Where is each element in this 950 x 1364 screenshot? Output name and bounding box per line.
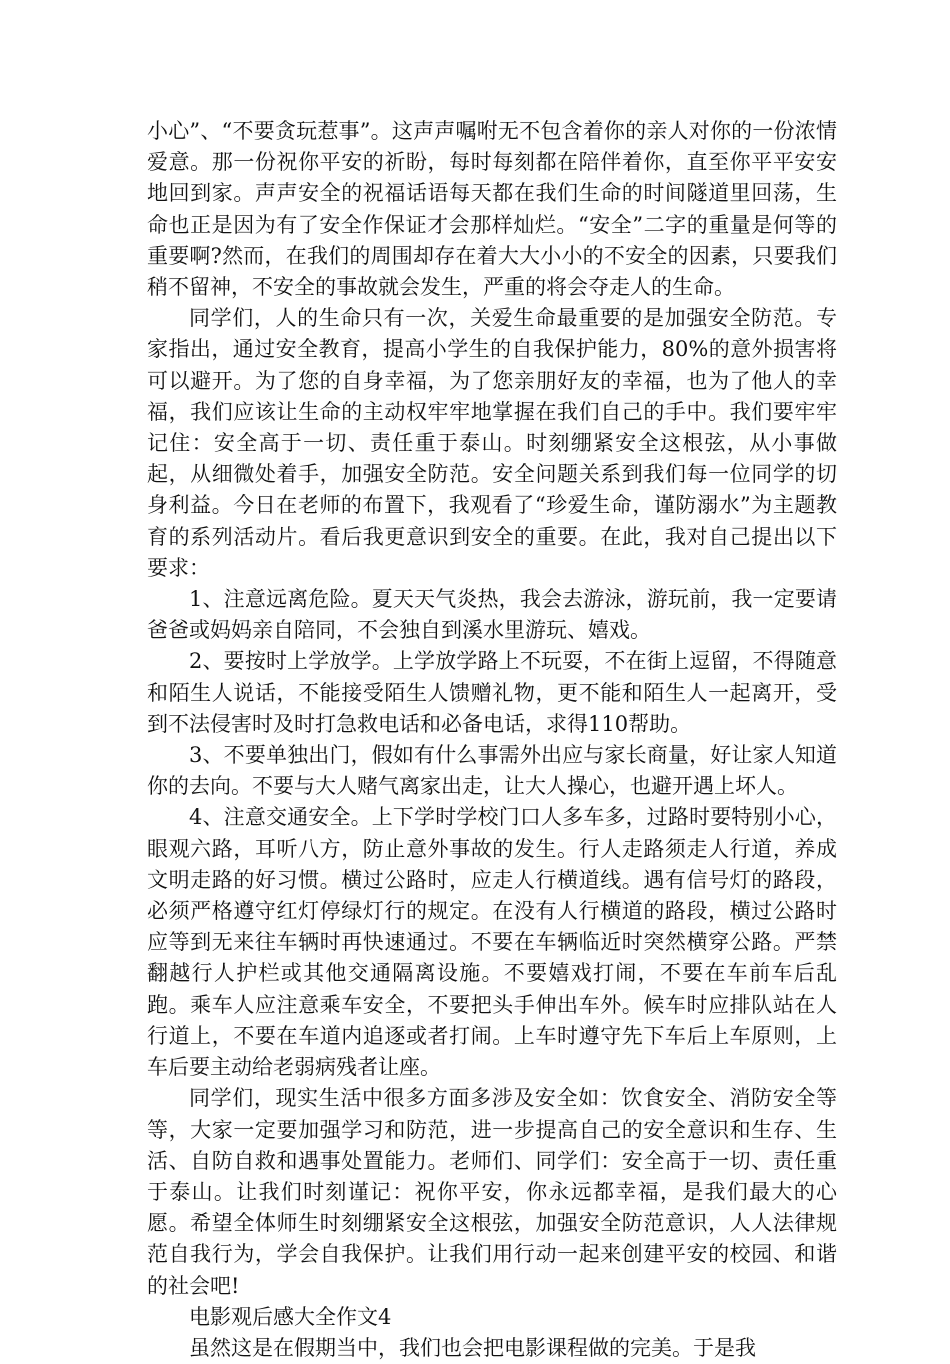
paragraph-rule-3: 3、不要单独出门，假如有什么事需外出应与家长商量，好让家人知道你的去向。不要与大人赌气离家出走，让大人操心，也避开遇上坏人。 bbox=[147, 743, 837, 799]
paragraph-classmates-protection: 同学们，人的生命只有一次，关爱生命最重要的是加强安全防范。专家指出，通过安全教育，提高小学生的自我保护能力，80%的意外损害将可以避开。为了您的自身幸福，为了您亲朋好友的幸福，也为了他人的幸福，我们应该让生命的主动权牢牢地掌握在我们自己的手中。我们要牢牢记住：安全高于一切、责任重于泰山。时刻绷紧安全这根弦，从小事做起，从细微处着手，加强安全防范。安全问题关系到我们每一位同学的切身利益。今日在老师的布置下，我观看了“珍爱生命，谨防溺水”为主题教育的系列活动片。看后我更意识到安全的重要。在此，我对自己提出以下要求： bbox=[147, 306, 837, 580]
paragraph-rule-1: 1、注意远离危险。夏天天气炎热，我会去游泳，游玩前，我一定要请爸爸或妈妈亲自陪同，不会独自到溪水里游玩、嬉戏。 bbox=[147, 587, 837, 643]
section-heading: 电影观后感大全作文4 bbox=[189, 1304, 392, 1329]
paragraph-rule-2: 2、要按时上学放学。上学放学路上不玩耍，不在街上逗留，不得随意和陌生人说话，不能接受陌生人馈赠礼物，更不能和陌生人一起离开，受到不法侵害时及时打急救电话和必备电话，求得110帮助。 bbox=[147, 649, 837, 736]
paragraph-rule-4: 4、注意交通安全。上下学时学校门口人多车多，过路时要特别小心，眼观六路，耳听八方，防止意外事故的发生。行人走路须走人行道，养成文明走路的好习惯。横过公路时，应走人行横道线。遇有信号灯的路段，必须严格遵守红灯停绿灯行的规定。在没有人行横道的路段，横过公路时应等到无来往车辆时再快速通过。不要在车辆临近时突然横穿公路。严禁翻越行人护栏或其他交通隔离设施。不要嬉戏打闹，不要在车前车后乱跑。乘车人应注意乘车安全，不要把头手伸出车外。候车时应排队站在人行道上，不要在车道内追逐或者打闹。上车时遵守先下车后上车原则，上车后要主动给老弱病残者让座。 bbox=[147, 805, 837, 1080]
document-body bbox=[147, 116, 837, 1364]
paragraph-conclusion: 同学们，现实生活中很多方面多涉及安全如：饮食安全、消防安全等等，大家一定要加强学习和防范，进一步提高自己的安全意识和生存、生活、自防自救和遇事处置能力。老师们、同学们：安全高于一切、责任重于泰山。让我们时刻谨记：祝你平安，你永远都幸福，是我们最大的心愿。希望全体师生时刻绷紧安全这根弦，加强安全防范意识，人人法律规范自我行为，学会自我保护。让我们用行动一起来创建平安的校园、和谐的社会吧! bbox=[147, 1086, 837, 1298]
paragraph-safety-intro: 小心”、“不要贪玩惹事”。这声声嘱咐无不包含着你的亲人对你的一份浓情爱意。那一份祝你平安的祈盼，每时每刻都在陪伴着你，直至你平平安安地回到家。声声安全的祝福话语每天都在我们生命的时间隧道里回荡，生命也正是因为有了安全作保证才会那样灿烂。“安全”二字的重量是何等的重要啊?然而，在我们的周围却存在着大大小小的不安全的因素，只要我们稍不留神，不安全的事故就会发生，严重的将会夺走人的生命。 bbox=[147, 119, 837, 300]
paragraph-essay-4-start: 虽然这是在假期当中，我们也会把电影课程做的完美。于是我 bbox=[189, 1335, 756, 1360]
